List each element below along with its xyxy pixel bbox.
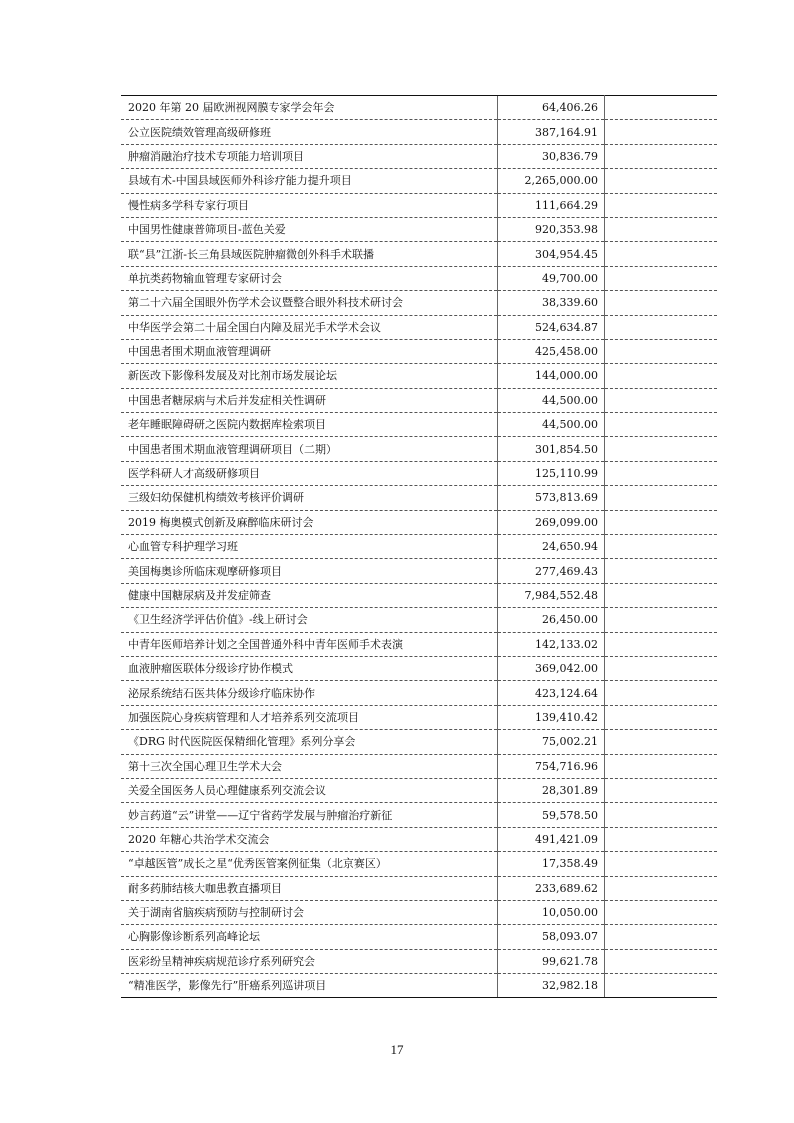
table-row [121, 364, 717, 388]
project-name-cell: 老年睡眠障碍研之医院内数据库检索项目 [121, 413, 498, 437]
empty-cell [605, 339, 718, 363]
project-name-cell: 《DRG 时代医院医保精细化管理》系列分享会 [121, 730, 498, 754]
table-row [121, 144, 717, 168]
amount-cell: 99,621.78 [498, 949, 605, 973]
amount-cell: 301,854.50 [498, 437, 605, 461]
empty-cell [605, 656, 718, 680]
amount-cell: 387,164.91 [498, 120, 605, 144]
project-name-cell: 关爱全国医务人员心理健康系列交流会议 [121, 778, 498, 802]
project-name-cell: 第十三次全国心理卫生学术大会 [121, 754, 498, 778]
amount-cell: 139,410.42 [498, 705, 605, 729]
amount-cell: 304,954.45 [498, 242, 605, 266]
amount-cell: 573,813.69 [498, 486, 605, 510]
amount-cell: 38,339.60 [498, 291, 605, 315]
table-row [121, 291, 717, 315]
table-row [121, 437, 717, 461]
empty-cell [605, 413, 718, 437]
amount-cell: 64,406.26 [498, 96, 605, 120]
project-amount-table [121, 95, 717, 998]
project-name-cell: “精准医学，影像先行”肝癌系列巡讲项目 [121, 974, 498, 998]
empty-cell [605, 608, 718, 632]
project-name-cell: 心胸影像诊断系列高峰论坛 [121, 925, 498, 949]
table-row [121, 900, 717, 924]
table-row [121, 339, 717, 363]
table-row [121, 730, 717, 754]
empty-cell [605, 461, 718, 485]
table-row [121, 754, 717, 778]
empty-cell [605, 437, 718, 461]
table-row [121, 925, 717, 949]
amount-cell: 49,700.00 [498, 266, 605, 290]
empty-cell [605, 169, 718, 193]
empty-cell [605, 291, 718, 315]
project-name-cell: 妙言药道“云”讲堂——辽宁省药学发展与肿瘤治疗新征 [121, 803, 498, 827]
project-name-cell: 泌尿系统结石医共体分级诊疗临床协作 [121, 681, 498, 705]
amount-cell: 277,469.43 [498, 559, 605, 583]
amount-cell: 10,050.00 [498, 900, 605, 924]
project-name-cell: 慢性病多学科专家行项目 [121, 193, 498, 217]
project-name-cell: 中华医学会第二十届全国白内障及屈光手术学术会议 [121, 315, 498, 339]
amount-cell: 125,110.99 [498, 461, 605, 485]
table-row [121, 705, 717, 729]
empty-cell [605, 827, 718, 851]
empty-cell [605, 974, 718, 998]
table-row [121, 217, 717, 241]
page-number: 17 [390, 1042, 404, 1057]
table-row [121, 169, 717, 193]
project-name-cell: 《卫生经济学评估价值》-线上研讨会 [121, 608, 498, 632]
empty-cell [605, 315, 718, 339]
amount-cell: 75,002.21 [498, 730, 605, 754]
project-name-cell: 健康中国糖尿病及并发症筛查 [121, 583, 498, 607]
table-row [121, 949, 717, 973]
amount-cell: 491,421.09 [498, 827, 605, 851]
amount-cell: 423,124.64 [498, 681, 605, 705]
table-row [121, 974, 717, 998]
table-row [121, 120, 717, 144]
table-row [121, 535, 717, 559]
project-name-cell: 加强医院心身疾病管理和人才培养系列交流项目 [121, 705, 498, 729]
empty-cell [605, 925, 718, 949]
empty-cell [605, 705, 718, 729]
project-name-cell: 中国患者围术期血液管理调研项目（二期） [121, 437, 498, 461]
empty-cell [605, 876, 718, 900]
table-row [121, 388, 717, 412]
amount-cell: 142,133.02 [498, 632, 605, 656]
table-row [121, 193, 717, 217]
amount-cell: 28,301.89 [498, 778, 605, 802]
empty-cell [605, 730, 718, 754]
amount-cell: 44,500.00 [498, 388, 605, 412]
empty-cell [605, 949, 718, 973]
empty-cell [605, 632, 718, 656]
table-row [121, 656, 717, 680]
amount-cell: 269,099.00 [498, 510, 605, 534]
project-name-cell: 联“县”江浙-长三角县域医院肿瘤微创外科手术联播 [121, 242, 498, 266]
project-name-cell: 中青年医师培养计划之全国普通外科中青年医师手术表演 [121, 632, 498, 656]
amount-cell: 58,093.07 [498, 925, 605, 949]
table-row [121, 486, 717, 510]
empty-cell [605, 510, 718, 534]
empty-cell [605, 217, 718, 241]
empty-cell [605, 852, 718, 876]
amount-cell: 369,042.00 [498, 656, 605, 680]
project-name-cell: 中国男性健康普筛项目-蓝色关爱 [121, 217, 498, 241]
project-name-cell: 肿瘤消融治疗技术专项能力培训项目 [121, 144, 498, 168]
table-row [121, 266, 717, 290]
project-name-cell: 关于湖南省脑疾病预防与控制研讨会 [121, 900, 498, 924]
project-name-cell: 医彩纷呈精神疾病规范诊疗系列研究会 [121, 949, 498, 973]
project-name-cell: 第二十六届全国眼外伤学术会议暨整合眼外科技术研讨会 [121, 291, 498, 315]
empty-cell [605, 803, 718, 827]
amount-cell: 111,664.29 [498, 193, 605, 217]
empty-cell [605, 364, 718, 388]
amount-cell: 17,358.49 [498, 852, 605, 876]
empty-cell [605, 535, 718, 559]
table-row [121, 608, 717, 632]
table-row [121, 96, 717, 120]
empty-cell [605, 559, 718, 583]
table-row [121, 827, 717, 851]
amount-cell: 24,650.94 [498, 535, 605, 559]
empty-cell [605, 388, 718, 412]
amount-cell: 32,982.18 [498, 974, 605, 998]
empty-cell [605, 900, 718, 924]
amount-cell: 26,450.00 [498, 608, 605, 632]
table-row [121, 803, 717, 827]
table-row [121, 852, 717, 876]
amount-cell: 233,689.62 [498, 876, 605, 900]
project-name-cell: 2020 年第 20 届欧洲视网膜专家学会年会 [121, 96, 498, 120]
amount-cell: 44,500.00 [498, 413, 605, 437]
empty-cell [605, 144, 718, 168]
project-name-cell: 县域有术-中国县域医师外科诊疗能力提升项目 [121, 169, 498, 193]
empty-cell [605, 242, 718, 266]
amount-cell: 2,265,000.00 [498, 169, 605, 193]
project-name-cell: 美国梅奥诊所临床观摩研修项目 [121, 559, 498, 583]
project-name-cell: 耐多药肺结核大咖患教直播项目 [121, 876, 498, 900]
empty-cell [605, 193, 718, 217]
table-row [121, 559, 717, 583]
project-name-cell: 医学科研人才高级研修项目 [121, 461, 498, 485]
table-row [121, 876, 717, 900]
project-name-cell: 中国患者糖尿病与术后并发症相关性调研 [121, 388, 498, 412]
table-row [121, 242, 717, 266]
project-name-cell: 心血管专科护理学习班 [121, 535, 498, 559]
table-row [121, 461, 717, 485]
project-name-cell: 2019 梅奥模式创新及麻醉临床研讨会 [121, 510, 498, 534]
empty-cell [605, 486, 718, 510]
amount-cell: 524,634.87 [498, 315, 605, 339]
amount-cell: 144,000.00 [498, 364, 605, 388]
table-row [121, 413, 717, 437]
amount-cell: 59,578.50 [498, 803, 605, 827]
project-name-cell: 单抗类药物输血管理专家研讨会 [121, 266, 498, 290]
table-row [121, 632, 717, 656]
empty-cell [605, 266, 718, 290]
amount-cell: 425,458.00 [498, 339, 605, 363]
table-row [121, 315, 717, 339]
project-name-cell: 2020 年糖心共治学术交流会 [121, 827, 498, 851]
empty-cell [605, 96, 718, 120]
empty-cell [605, 681, 718, 705]
amount-cell: 30,836.79 [498, 144, 605, 168]
table-row [121, 510, 717, 534]
empty-cell [605, 120, 718, 144]
amount-cell: 920,353.98 [498, 217, 605, 241]
project-name-cell: 新医改下影像科发展及对比剂市场发展论坛 [121, 364, 498, 388]
project-name-cell: 公立医院绩效管理高级研修班 [121, 120, 498, 144]
empty-cell [605, 754, 718, 778]
amount-cell: 754,716.96 [498, 754, 605, 778]
project-name-cell: 三级妇幼保健机构绩效考核评价调研 [121, 486, 498, 510]
empty-cell [605, 583, 718, 607]
project-name-cell: 血液肿瘤医联体分级诊疗协作模式 [121, 656, 498, 680]
project-name-cell: “卓越医管”成长之星“优秀医管案例征集（北京赛区） [121, 852, 498, 876]
empty-cell [605, 778, 718, 802]
table-row [121, 778, 717, 802]
project-name-cell: 中国患者围术期血液管理调研 [121, 339, 498, 363]
table-row [121, 583, 717, 607]
amount-cell: 7,984,552.48 [498, 583, 605, 607]
table-body [121, 96, 717, 998]
table-row [121, 681, 717, 705]
